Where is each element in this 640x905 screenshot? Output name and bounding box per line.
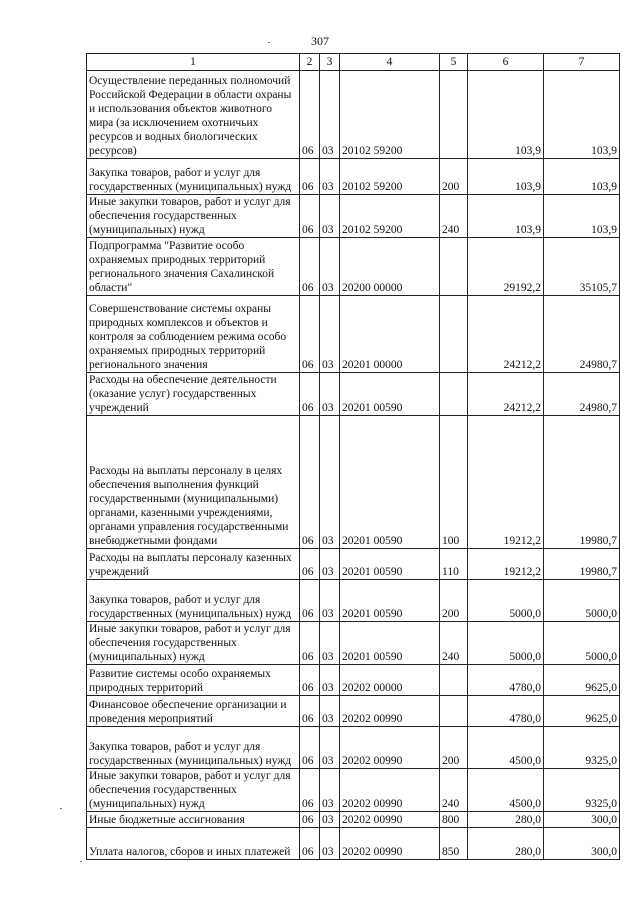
section-code: 06 [300, 416, 320, 549]
item-name: Расходы на выплаты персоналу казенных учреждений [87, 549, 300, 580]
subsection-code: 03 [320, 812, 340, 828]
section-code: 06 [300, 828, 320, 860]
expense-type-code: 240 [440, 769, 468, 812]
amount-year-1: 24212,2 [468, 373, 544, 416]
amount-year-1: 103,9 [468, 195, 544, 238]
target-article-code: 20201 00590 [340, 549, 440, 580]
header-row [87, 54, 620, 71]
amount-year-1: 19212,2 [468, 416, 544, 549]
amount-year-1: 103,9 [468, 159, 544, 195]
item-name: Иные бюджетные ассигнования [87, 812, 300, 828]
table-row [87, 812, 620, 828]
target-article-code: 20102 59200 [340, 159, 440, 195]
subsection-code: 03 [320, 622, 340, 665]
subsection-code: 03 [320, 828, 340, 860]
table-row [87, 696, 620, 727]
amount-year-1: 4780,0 [468, 696, 544, 727]
expense-type-code: 200 [440, 580, 468, 622]
item-name: Развитие системы особо охраняемых природных территорий [87, 665, 300, 696]
table-row [87, 71, 620, 159]
table-row [87, 828, 620, 860]
amount-year-2: 9325,0 [544, 727, 620, 769]
subsection-code: 03 [320, 71, 340, 159]
amount-year-1: 4780,0 [468, 665, 544, 696]
column-header: 2 [300, 54, 320, 71]
item-name: Закупка товаров, работ и услуг для государственных (муниципальных) нужд [87, 727, 300, 769]
column-header: 6 [468, 54, 544, 71]
subsection-code: 03 [320, 238, 340, 296]
amount-year-1: 280,0 [468, 828, 544, 860]
subsection-code: 03 [320, 769, 340, 812]
section-code: 06 [300, 549, 320, 580]
subsection-code: 03 [320, 296, 340, 373]
section-code: 06 [300, 622, 320, 665]
subsection-code: 03 [320, 373, 340, 416]
target-article-code: 20200 00000 [340, 238, 440, 296]
amount-year-1: 19212,2 [468, 549, 544, 580]
target-article-code: 20102 59200 [340, 195, 440, 238]
target-article-code: 20201 00590 [340, 580, 440, 622]
expense-type-code [440, 373, 468, 416]
item-name: Осуществление переданных полномочий Российской Федерации в области охраны и использования объектов животного мира (за исключением охотничьих ресурсов и водных биологических ресурсов) [87, 71, 300, 159]
subsection-code: 03 [320, 416, 340, 549]
expense-type-code [440, 296, 468, 373]
item-name: Иные закупки товаров, работ и услуг для обеспечения государственных (муниципальных) нужд [87, 769, 300, 812]
subsection-code: 03 [320, 696, 340, 727]
expense-type-code [440, 238, 468, 296]
item-name: Финансовое обеспечение организации и проведения мероприятий [87, 696, 300, 727]
column-header: 7 [544, 54, 620, 71]
item-name: Закупка товаров, работ и услуг для государственных (муниципальных) нужд [87, 580, 300, 622]
target-article-code: 20202 00000 [340, 665, 440, 696]
subsection-code: 03 [320, 580, 340, 622]
amount-year-1: 5000,0 [468, 580, 544, 622]
amount-year-2: 19980,7 [544, 416, 620, 549]
subsection-code: 03 [320, 159, 340, 195]
target-article-code: 20201 00590 [340, 373, 440, 416]
amount-year-2: 103,9 [544, 159, 620, 195]
amount-year-1: 280,0 [468, 812, 544, 828]
target-article-code: 20202 00990 [340, 828, 440, 860]
budget-table [86, 53, 620, 860]
subsection-code: 03 [320, 727, 340, 769]
section-code: 06 [300, 238, 320, 296]
subsection-code: 03 [320, 665, 340, 696]
column-header: 4 [340, 54, 440, 71]
section-code: 06 [300, 195, 320, 238]
section-code: 06 [300, 696, 320, 727]
table-row [87, 373, 620, 416]
column-header: 1 [87, 54, 300, 71]
expense-type-code [440, 71, 468, 159]
amount-year-2: 300,0 [544, 828, 620, 860]
expense-type-code: 100 [440, 416, 468, 549]
amount-year-2: 9325,0 [544, 769, 620, 812]
section-code: 06 [300, 71, 320, 159]
subsection-code: 03 [320, 195, 340, 238]
target-article-code: 20201 00590 [340, 622, 440, 665]
table-row [87, 159, 620, 195]
expense-type-code [440, 665, 468, 696]
page-number: 307 [311, 34, 329, 48]
amount-year-2: 300,0 [544, 812, 620, 828]
amount-year-2: 9625,0 [544, 665, 620, 696]
amount-year-2: 24980,7 [544, 373, 620, 416]
column-header: 3 [320, 54, 340, 71]
table-row [87, 549, 620, 580]
item-name: Подпрограмма "Развитие особо охраняемых природных территорий регионального значения Сахалинской области" [87, 238, 300, 296]
amount-year-2: 103,9 [544, 71, 620, 159]
amount-year-2: 9625,0 [544, 696, 620, 727]
target-article-code: 20202 00990 [340, 812, 440, 828]
expense-type-code: 240 [440, 622, 468, 665]
amount-year-2: 5000,0 [544, 622, 620, 665]
target-article-code: 20202 00990 [340, 769, 440, 812]
scan-speck [268, 42, 270, 43]
item-name: Иные закупки товаров, работ и услуг для обеспечения государственных (муниципальных) нужд [87, 195, 300, 238]
table-row [87, 769, 620, 812]
section-code: 06 [300, 769, 320, 812]
subsection-code: 03 [320, 549, 340, 580]
section-code: 06 [300, 373, 320, 416]
table-row [87, 580, 620, 622]
section-code: 06 [300, 296, 320, 373]
expense-type-code [440, 696, 468, 727]
table-row [87, 727, 620, 769]
section-code: 06 [300, 727, 320, 769]
item-name: Совершенствование системы охраны природных комплексов и объектов и контроля за соблюдением режима особо охраняемых природных территорий регионального значения [87, 296, 300, 373]
scan-speck [80, 861, 82, 862]
amount-year-2: 24980,7 [544, 296, 620, 373]
amount-year-1: 24212,2 [468, 296, 544, 373]
section-code: 06 [300, 159, 320, 195]
amount-year-1: 4500,0 [468, 769, 544, 812]
expense-type-code: 850 [440, 828, 468, 860]
table-row [87, 195, 620, 238]
amount-year-2: 35105,7 [544, 238, 620, 296]
amount-year-1: 5000,0 [468, 622, 544, 665]
item-name: Закупка товаров, работ и услуг для государственных (муниципальных) нужд [87, 159, 300, 195]
expense-type-code: 110 [440, 549, 468, 580]
amount-year-2: 19980,7 [544, 549, 620, 580]
scan-speck [60, 808, 62, 809]
amount-year-1: 103,9 [468, 71, 544, 159]
target-article-code: 20202 00990 [340, 696, 440, 727]
amount-year-2: 5000,0 [544, 580, 620, 622]
amount-year-2: 103,9 [544, 195, 620, 238]
column-header: 5 [440, 54, 468, 71]
table-row [87, 622, 620, 665]
amount-year-1: 4500,0 [468, 727, 544, 769]
table-row [87, 665, 620, 696]
expense-type-code: 200 [440, 727, 468, 769]
item-name: Уплата налогов, сборов и иных платежей [87, 828, 300, 860]
target-article-code: 20201 00000 [340, 296, 440, 373]
expense-type-code: 800 [440, 812, 468, 828]
section-code: 06 [300, 812, 320, 828]
expense-type-code: 200 [440, 159, 468, 195]
amount-year-1: 29192,2 [468, 238, 544, 296]
item-name: Расходы на выплаты персоналу в целях обеспечения выполнения функций государственными (муниципальными) органами, казенными учреждениями, органами управления государственными внебюджетными фондами [87, 416, 300, 549]
target-article-code: 20102 59200 [340, 71, 440, 159]
table-row [87, 238, 620, 296]
item-name: Иные закупки товаров, работ и услуг для обеспечения государственных (муниципальных) нужд [87, 622, 300, 665]
table-row [87, 416, 620, 549]
section-code: 06 [300, 665, 320, 696]
section-code: 06 [300, 580, 320, 622]
target-article-code: 20201 00590 [340, 416, 440, 549]
expense-type-code: 240 [440, 195, 468, 238]
target-article-code: 20202 00990 [340, 727, 440, 769]
item-name: Расходы на обеспечение деятельности (оказание услуг) государственных учреждений [87, 373, 300, 416]
table-row [87, 296, 620, 373]
